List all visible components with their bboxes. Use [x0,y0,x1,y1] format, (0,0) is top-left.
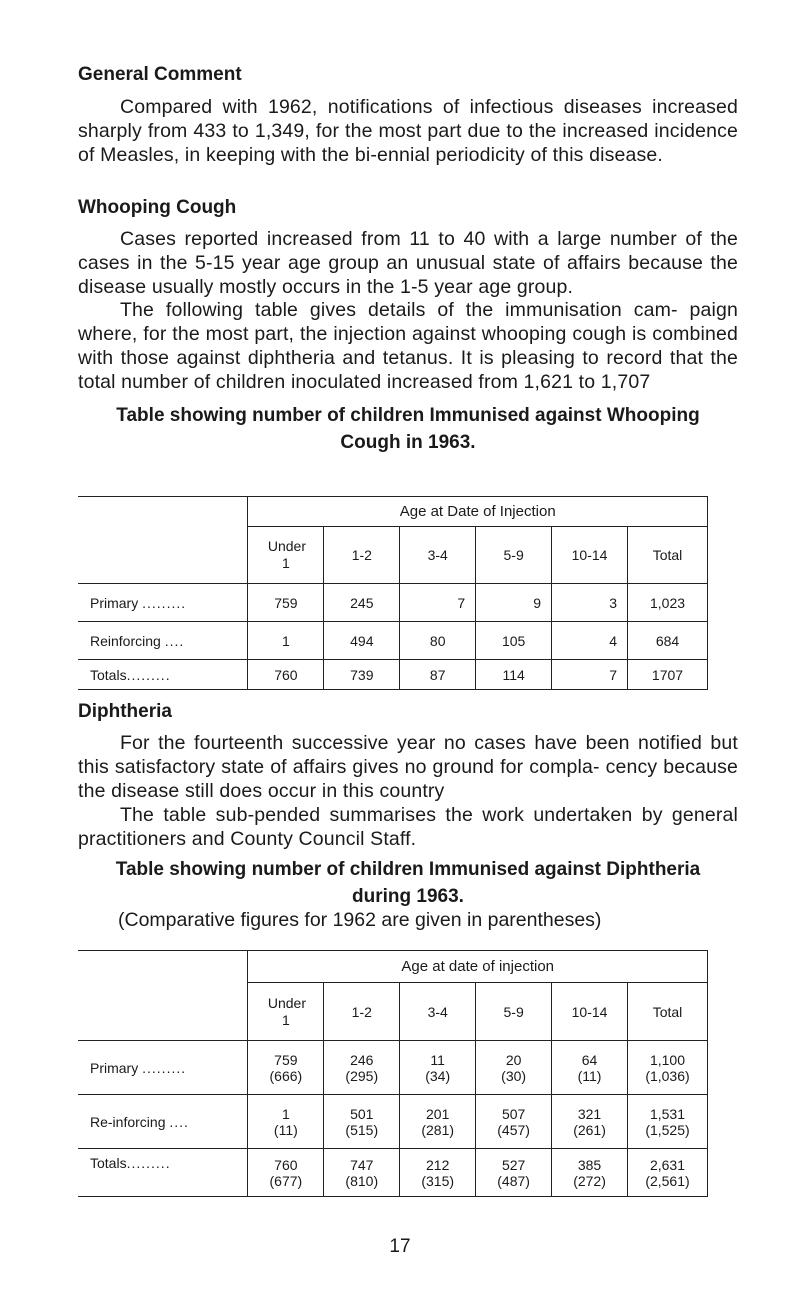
column-header: Under 1 [248,527,324,584]
table-cell: 760 [248,660,324,690]
whooping-cough-heading: Whooping Cough [78,197,237,218]
table-cell: 1,023 [628,584,708,622]
column-header: Under 1 [248,983,324,1041]
table-cell: 7 [400,584,476,622]
diphtheria-paragraph-1: For the fourteenth successive year no cases have been notified but this satisfactory state of affairs gives no ground for compla- cency because the disease still does occur in this country [78,732,738,802]
table-cell: 1,531 (1,525) [628,1095,708,1149]
table-cell: 7 [552,660,628,690]
table-cell: 494 [324,622,400,660]
column-header: 1-2 [324,983,400,1041]
diphtheria-paragraph-2: The table sub-pended summarises the work undertaken by general practitioners and County Council Staff. [78,804,738,850]
general-comment-paragraph: Compared with 1962, notifications of infectious diseases increased sharply from 433 to 1,349, for the most part due to the increased incidence of Measles, in keeping with the bi-ennial periodicity of this disease. [78,96,738,166]
table-row [78,1149,708,1197]
table-group-header: Age at Date of Injection [248,497,708,527]
table-cell: 246 (295) [324,1041,400,1095]
column-header: 10-14 [552,527,628,584]
row-label: Primary ......... [78,1041,248,1095]
general-comment-heading: General Comment [78,64,242,85]
row-label: Totals......... [78,1149,248,1197]
row-label: Totals......... [78,660,248,690]
diphtheria-heading: Diphtheria [78,701,172,722]
row-label: Reinforcing .... [78,622,248,660]
table-cell: 2,631 (2,561) [628,1149,708,1197]
diphtheria-table [78,950,708,1197]
column-header: 1-2 [324,527,400,584]
table-cell: 1,100 (1,036) [628,1041,708,1095]
table-stub-header [78,497,248,584]
table-cell: 114 [476,660,552,690]
table-cell: 1707 [628,660,708,690]
table-cell: 201 (281) [400,1095,476,1149]
page-number: 17 [389,1236,411,1257]
table-group-header: Age at date of injection [248,951,708,983]
diphtheria-table-note: (Comparative figures for 1962 are given in parentheses) [118,909,602,931]
column-header: Total [628,983,708,1041]
whooping-cough-paragraph-1: Cases reported increased from 11 to 40 with a large number of the cases in the 5-15 year age group an unusual state of affairs because the disease usually mostly occurs in the 1-5 year age group. [78,228,738,298]
table-cell: 87 [400,660,476,690]
table-cell: 11 (34) [400,1041,476,1095]
row-label: Re-inforcing .... [78,1095,248,1149]
table-cell: 1 (11) [248,1095,324,1149]
column-header: 10-14 [552,983,628,1041]
column-header: 3-4 [400,983,476,1041]
column-header: 5-9 [476,983,552,1041]
table-cell: 1 [248,622,324,660]
table-cell: 501 (515) [324,1095,400,1149]
table-row [78,584,708,622]
table-stub-header [78,951,248,1041]
table-cell: 9 [476,584,552,622]
table-row [78,660,708,690]
whooping-cough-paragraph-2: The following table gives details of the immunisation cam- paign where, for the most part, the injection against whooping cough is combined with those against diphtheria and tetanus. It is pleasing to record that the total number of children inoculated increased from 1,621 to 1,707 [78,299,738,393]
table-cell: 385 (272) [552,1149,628,1197]
table-cell: 760 (677) [248,1149,324,1197]
table-cell: 747 (810) [324,1149,400,1197]
table-cell: 321 (261) [552,1095,628,1149]
whooping-cough-table-caption: Table showing number of children Immunised against Whooping Cough in 1963. [116,405,700,453]
table-cell: 507 (457) [476,1095,552,1149]
table-cell: 105 [476,622,552,660]
table-cell: 759 [248,584,324,622]
table-cell: 3 [552,584,628,622]
row-label: Primary ......... [78,584,248,622]
column-header: 5-9 [476,527,552,584]
whooping-cough-table [78,496,708,690]
table-row [78,622,708,660]
table-cell: 684 [628,622,708,660]
column-header: 3-4 [400,527,476,584]
table-cell: 212 (315) [400,1149,476,1197]
table-cell: 64 (11) [552,1041,628,1095]
table-row [78,1041,708,1095]
table-cell: 80 [400,622,476,660]
table-cell: 245 [324,584,400,622]
table-cell: 4 [552,622,628,660]
table-cell: 759 (666) [248,1041,324,1095]
table-row [78,1095,708,1149]
diphtheria-table-caption: Table showing number of children Immunised against Diphtheria during 1963. [115,859,701,907]
table-cell: 527 (487) [476,1149,552,1197]
table-cell: 20 (30) [476,1041,552,1095]
table-cell: 739 [324,660,400,690]
column-header: Total [628,527,708,584]
